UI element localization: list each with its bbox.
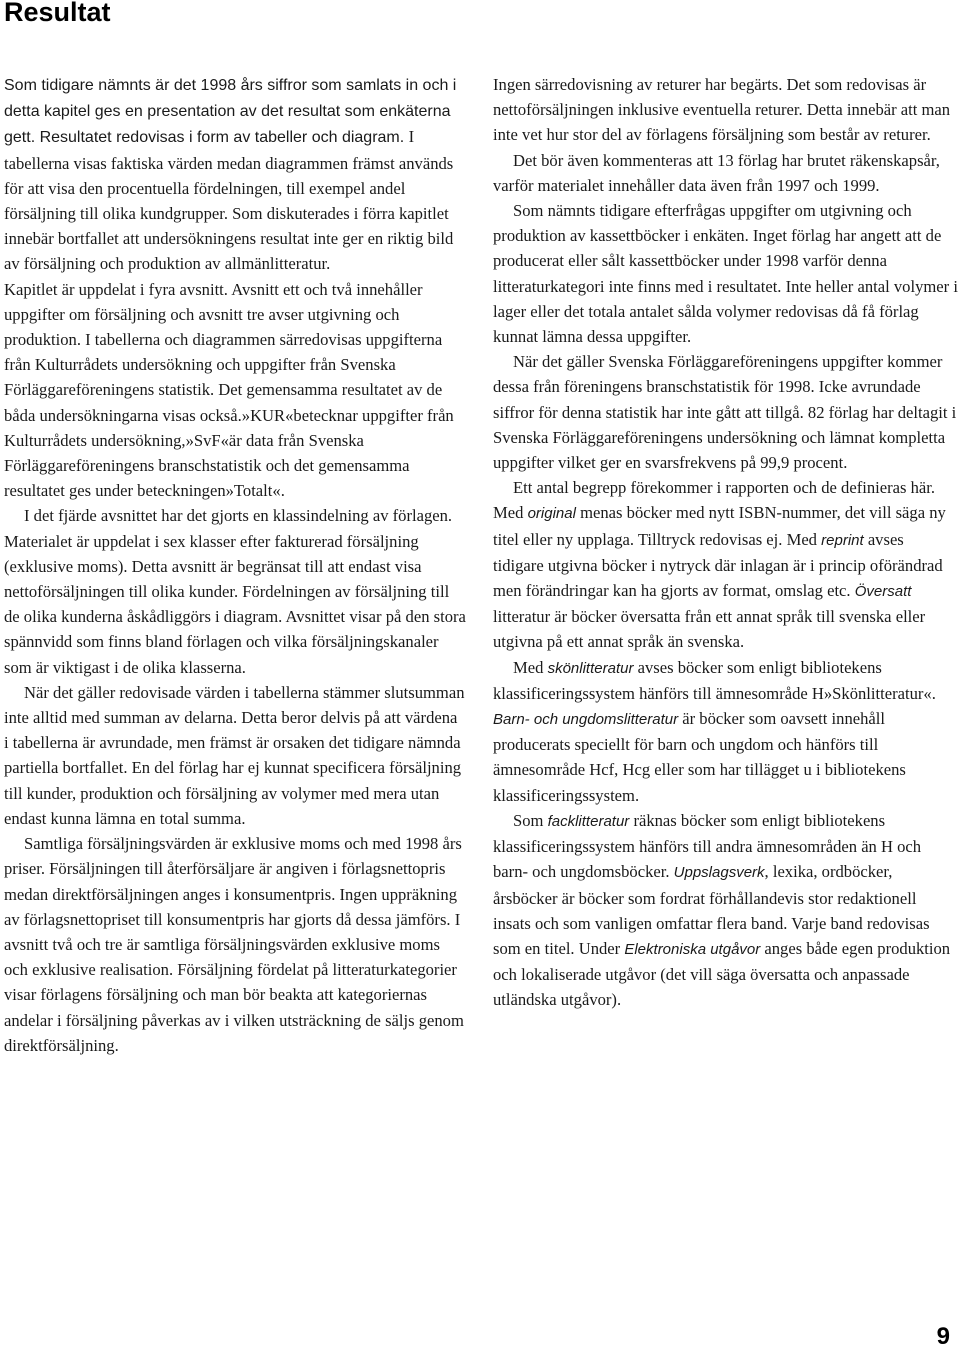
definitions-intro: Ett antal begrepp förekommer i rapporten och de definieras här. Med — [493, 478, 936, 523]
right-paragraph-5 — [493, 475, 958, 654]
left-paragraph-5: Samtliga försäljningsvärden är exklusive moms och med 1998 års priser. Försäljningen till återförsäljare är angiven i förlagsnettopris medan direktförsäljningen anges i konsumentpris. Ingen uppräkning av förlagsnettopriset till konsumentpris har gjorts då dessa jämförs. I avsnitt två och tre är samtliga försäljningsvärden exklusive moms och exklusive realisation. Försäljning fördelat på litteraturkategorier visar förlagens försäljning och man bör beakta att kategoriernas andelar i försäljning påverkas av i vilken utsträckning de säljs genom direktförsäljning. — [4, 834, 464, 1055]
term-reprint: reprint — [821, 531, 864, 549]
definition-reprint: avses tidigare utgivna böcker i nytryck där inlagan är i princip oförändrad men förändringar kan ha gjorts av format, omslag etc. — [493, 529, 943, 601]
left-paragraph-3: I det fjärde avsnittet har det gjorts en klassindelning av förlagen. Materialet är uppdelat i sex klasser efter fakturerad försäljning (exklusive moms). Detta avsnitt är begränsat till att endast visa nettoförsäljningen till olika kunder. Fördelningen av försäljning till de olika kunderna åskådliggörs i diagram. Avsnittet visar på den stora spännvidd som finns bland förlagen och vilka försäljningskanaler som är viktigast i de olika klasserna. — [4, 506, 466, 677]
left-paragraph-1 — [4, 72, 466, 277]
page-heading: Resultat — [4, 0, 111, 27]
term-uppslagsverk: Uppslagsverk — [673, 864, 765, 882]
right-paragraph-4: När det gäller Svenska Förläggareföreningens uppgifter kommer dessa från föreningens branschstatistik för 1998. Icke avrundade siffror för denna statistik har inte gått att tillgå. 82 förlag har deltagit i Svenska Förläggareföreningens undersökning och lämnat kompletta uppgifter vilket ger en svarsfrekvens på 99,9 procent. — [493, 352, 957, 473]
term-facklitteratur: facklitteratur — [547, 812, 630, 830]
definition-oversatt: litteratur är böcker översatta från ett annat språk till svenska eller utgivna på ett annat språk än svenska. — [493, 607, 926, 652]
facklitteratur-intro: Som — [513, 810, 548, 830]
skonlitteratur-intro: Med — [513, 657, 548, 677]
definition-facklitteratur: räknas böcker som enligt bibliotekens klassificeringssystem hänförs till andra ämnesområden än H och barn- och ungdomsböcker. — [493, 810, 922, 882]
left-paragraph-2-body: Avsnitt ett och två innehåller uppgifter om försäljning och avsnitt tre avser utgivning och produktion. I tabellerna och diagrammen särredovisas uppgifterna från Kulturrådets undersökning och uppgifter från Svenska Förläggareföreningens statistik. Det gemensamma resultatet av de båda undersökningarna visas också.»KUR«betecknar uppgifter från Kulturrådets undersökning,»SvF«är data från Svenska Förläggareföreningens branschstatistik och det gemensamma resultatet ges under beteckningen»Totalt«. — [4, 279, 454, 501]
term-original: original — [527, 505, 576, 523]
left-column — [4, 72, 466, 1058]
left-paragraph-1-intro: Som tidigare nämnts är det 1998 års siffror som samlats in och i detta kapitel ges en presentation av det resultat som enkäterna gett. Resultatet redovisas i form av tabeller och diagram. — [4, 77, 457, 147]
definition-original: menas böcker med nytt ISBN-nummer, det vill säga ny titel eller ny upplaga. Tilltryck redovisas ej. Med — [493, 503, 946, 549]
right-column — [493, 72, 958, 1013]
left-paragraph-2 — [4, 277, 466, 504]
term-elektroniska-utgavor: Elektroniska utgåvor — [624, 940, 761, 958]
left-paragraph-1-body: I tabellerna visas faktiska värden medan diagrammen främst används för att visa den procentuella fördelningen, till exempel andel försäljning till olika kundgrupper. Som diskuterades i förra kapitlet innebär bortfallet att undersökningens resultat inte ger en riktig bild av försäljning och produktion av allmänlitteratur. — [4, 127, 454, 274]
definition-skonlitteratur: avses böcker som enligt bibliotekens klassificeringssystem hänförs till ämnesområde H»Skönlitteratur«. — [493, 657, 936, 703]
term-barn-och-ungdomslitteratur: Barn- och ungdomslitteratur — [493, 711, 679, 729]
page-number: 9 — [936, 1323, 950, 1350]
definition-barn-och-ungdomslitteratur: är böcker som oavsett innehåll producerats speciellt för barn och ungdom och hänförs till ämnesområde Hcf, Hcg eller som har tillägget u i bibliotekens klassificeringssystem. — [493, 709, 906, 805]
definition-elektroniska-utgavor: anges både egen produktion och lokaliserade utgåvor (det vill säga översatta och anpassade utländska utgåvor). — [493, 938, 951, 1010]
right-paragraph-3: Som nämnts tidigare efterfrågas uppgifter om utgivning och produktion av kassettböcker i enkäten. Inget förlag har angett att de producerat eller sålt kassettböcker under 1998 varför denna litteraturkategori inte finns med i resultatet. Inte heller antal volymer i lager eller det totala antalet sålda volymer redovisas då få förlag kunnat lämna dessa uppgifter. — [493, 201, 958, 347]
left-paragraph-2-intro: Kapitlet är uppdelat i fyra avsnitt. — [4, 279, 232, 299]
left-paragraph-4: När det gäller redovisade värden i tabellerna stämmer slutsumman inte alltid med summan av delarna. Detta beror delvis på att värdena i tabellerna är avrundade, men främst är orsaken det tidigare nämnda partiella bortfallet. En del förlag har ej kunnat specificera försäljning till kunder, produktion och försäljning av volymer med mera utan endast kunna lämna en total summa. — [4, 682, 465, 828]
right-paragraph-6 — [493, 655, 958, 808]
definition-uppslagsverk: , lexika, ordböcker, årsböcker är böcker som fordrat förhållandevis stor redaktionell insats och som vanligen omfattar flera band. Varje band redovisas som en titel. Under — [493, 862, 930, 958]
right-paragraph-1: Ingen särredovisning av returer har begärts. Det som redovisas är nettoförsäljningen inklusive eventuella returer. Detta innebär att man inte vet hur stor del av förlagens försäljning som består av returer. — [493, 75, 951, 145]
term-skonlitteratur: skönlitteratur — [547, 659, 634, 677]
right-paragraph-2: Det bör även kommenteras att 13 förlag har brutet räkenskapsår, varför materialet innehåller data även från 1997 och 1999. — [493, 150, 940, 195]
heading-bar — [0, 0, 960, 36]
term-oversatt: Översatt — [854, 583, 912, 601]
right-paragraph-7 — [493, 808, 958, 1013]
